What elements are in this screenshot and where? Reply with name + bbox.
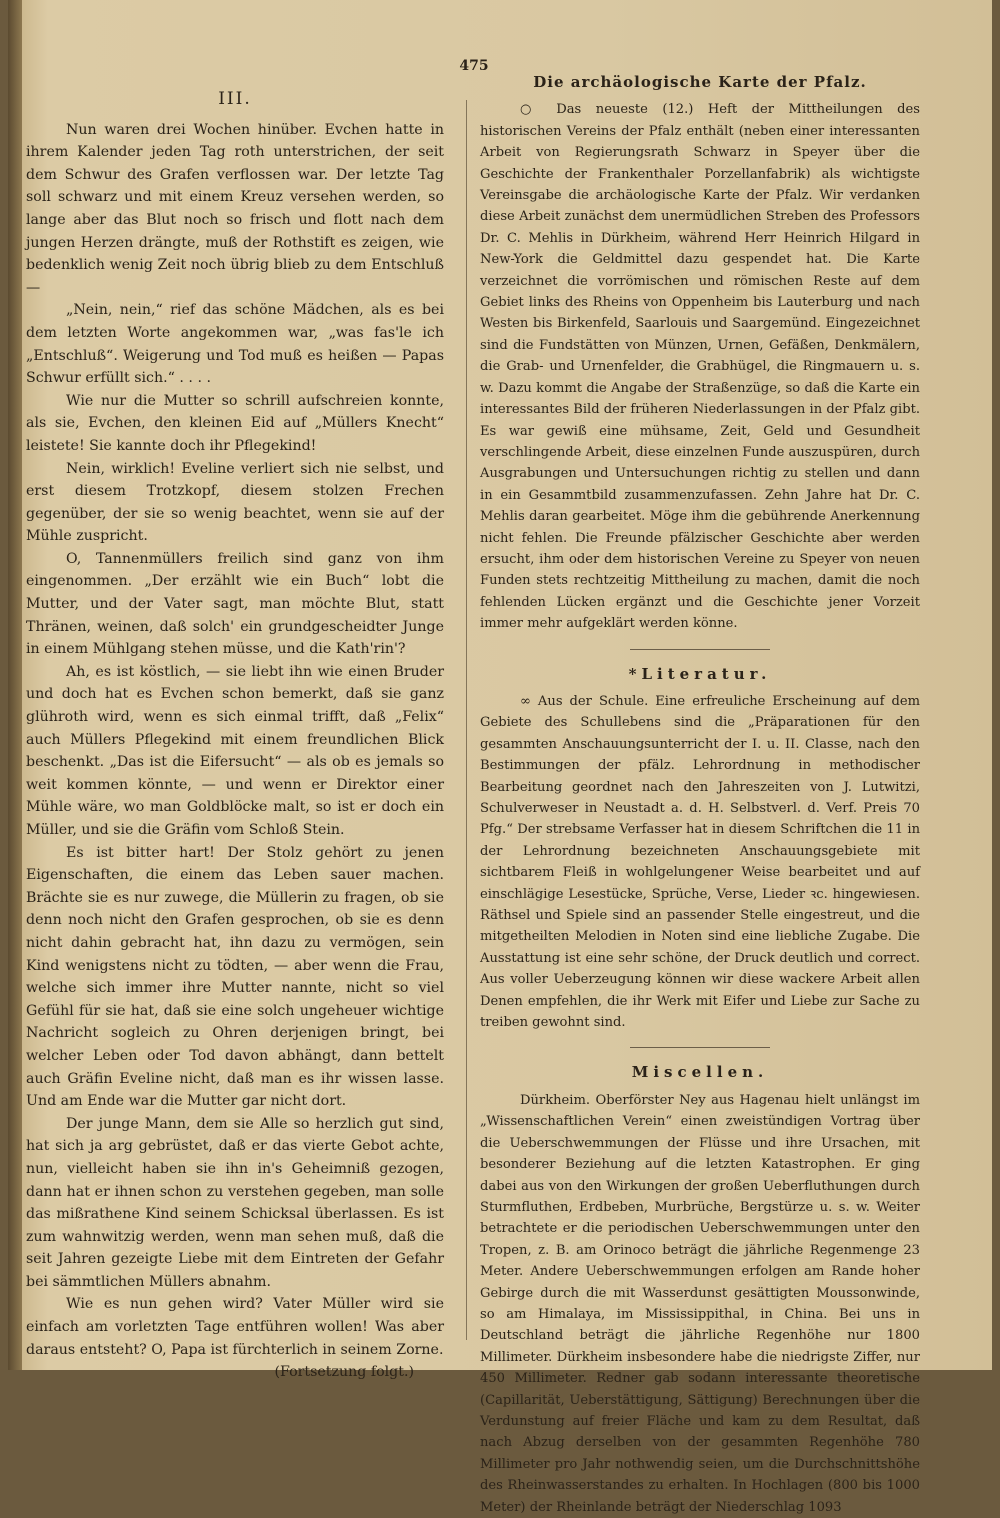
article-paragraph: Dürkheim. Oberförster Ney aus Hagenau hielt unlängst im „Wissenschaftlichen Verein“ einen zweistündigen Vortrag über die Ueberschwemmungen der Flüsse und ihre Ursachen, mit besonderer Beziehung auf die letzten Katastrophen. Er ging dabei aus von den Wirkungen der großen Ueberfluthungen durch Sturmfluthen, Erdbeben, Murbrüche, Bergstürze u. s. w. Weiter betrachtete er die periodischen Ueberschwemmungen unter den Tropen, z. B. am Orinoco beträgt die jährliche Regenmenge 23 Meter. Andere Ueberschwemmungen erfolgen am Rande hoher Gebirge durch die mit Wasserdunst gesättigten Moussonwinde, so am Himalaya, im Mississippithal, in China. Bei uns in Deutschland beträgt die jährliche Regenhöhe nur 1800 Millimeter. Dürkheim insbesondere habe die niedrigste Ziffer, nur 450 Millimeter. Redner gab sodann interessante theoretische (Capillarität, Ueberstättigung, Sättigung) Berechnungen über die Verdunstung auf freier Fläche und kam zu dem Resultat, daß nach Abzug derselben von der gesammten Regenhöhe 780 Millimeter pro Jahr nothwendig seien, um die Durchschnittshöhe des Rheinwasserstandes zu erhalten. In Hochlagen (800 bis 1000 Meter) der Rheinlande beträgt der Niederschlag 1093 <box>480 1092 920 1515</box>
newspaper-page <box>8 0 992 1515</box>
chapter-heading: III. <box>218 89 252 109</box>
article-paragraph: ○ Das neueste (12.) Heft der Mittheilungen des historischen Vereins der Pfalz enthält (neben einer interessanten Arbeit von Regierungsrath Schwarz in Speyer über die Geschichte der Frankenthaler Porzellanfabrik) als wichtigste Vereinsgabe die archäologische Karte der Pfalz. Wir verdanken diese Arbeit zunächst dem unermüdlichen Streben des Professors Dr. C. Mehlis in Dürkheim, während Herr Heinrich Hilgard in New-York die Geldmittel dazu gespendet hat. Die Karte verzeichnet die vorrömischen und römischen Reste auf dem Gebiet links des Rheins von Oppenheim bis Lauterburg und nach Westen bis Birkenfeld, Saarlouis und Saargemünd. Eingezeichnet sind die Fundstätten von Münzen, Urnen, Gefäßen, Denkmälern, die Grab- und Urnenfelder, die Grabhügel, die Ringmauern u. s. w. Dazu kommt die Angabe der Straßenzüge, so daß die Karte ein interessantes Bild der früheren Niederlassungen in der Pfalz gibt. Es war gewiß eine mühsame, Zeit, Geld und Gesundheit verschlingende Arbeit, diese einzelnen Funde auszuspüren, durch Ausgrabungen und Untersuchungen richtig zu stellen und dann in ein Gesammtbild zusammenzufassen. Zehn Jahre hat Dr. C. Mehlis daran gearbeitet. Möge ihm die gebührende Anerkennung nicht fehlen. Die Freunde pfälzischer Geschichte aber werden ersucht, ihm oder dem historischen Vereine zu Speyer von neuen Funden stets rechtzeitig Mittheilung zu machen, damit die noch fehlenden Lücken ergänzt und die Geschichte jener Vorzeit immer mehr aufgeklärt werden könne. <box>480 102 920 632</box>
story-paragraph: Nun waren drei Wochen hinüber. Evchen hatte in ihrem Kalender jeden Tag roth unterstrichen, der seit dem Schwur des Grafen verflossen war. Der letzte Tag soll schwarz und mit einem Kreuz versehen werden, so lange aber das Blut noch so frisch und flott nach dem jungen Herzen drängte, muß der Rothstift es zeigen, wie bedenklich wenig Zeit noch übrig blieb zu dem Entschluß — <box>26 121 444 296</box>
story-paragraph: „Nein, nein,“ rief das schöne Mädchen, als es bei dem letzten Worte angekommen war, „was fas'le ich „Entschluß“. Weigerung und Tod muß es heißen — Papas Schwur erfüllt sich.“ . . . . <box>26 302 444 387</box>
story-paragraph: Wie es nun gehen wird? Vater Müller wird sie einfach am vorletzten Tage entführen wollen! Was aber daraus entsteht? O, Papa ist fürchterlich in seinem Zorne. <box>26 1296 444 1358</box>
left-column <box>26 86 444 1384</box>
story-paragraph: Es ist bitter hart! Der Stolz gehört zu jenen Eigenschaften, die einem das Leben sauer machen. Brächte sie es nur zuwege, die Müllerin zu fragen, ob sie denn noch nicht den Grafen gesprochen, ob sie es denn nicht dahin gebracht hat, ihn dazu zu vermögen, sein Kind wenigstens nicht zu tödten, — aber wenn die Frau, welche sich immer ihre Mutter nannte, nicht so viel Gefühl für sie hat, daß sie eine solch ungeheuer wichtige Nachricht sogleich zu Ohren derjenigen bringt, bei welcher Leben oder Tod davon abhängt, dann bettelt auch Gräfin Eveline nicht, daß man es ihr wissen lasse. Und am Ende war die Mutter gar nicht dort. <box>26 844 444 1110</box>
page-number: 475 <box>459 58 489 74</box>
section-title-literatur: *Literatur. <box>628 664 772 683</box>
story-paragraph: Wie nur die Mutter so schrill aufschreien konnte, als sie, Evchen, den kleinen Eid auf „Müllers Knecht“ leistete! Sie kannte doch ihr Pflegekind! <box>26 392 444 454</box>
story-paragraph: Ah, es ist köstlich, — sie liebt ihn wie einen Bruder und doch hat es Evchen schon bemerkt, daß sie ganz glühroth wird, wenn es sich einmal trifft, daß „Felix“ auch Müllers Pflegekind mit einem freundlichen Blick beschenkt. „Das ist die Eifersucht“ — als ob es jemals so weit kommen könnte, — und wenn er Direktor einer Mühle wäre, wo man Goldblöcke malt, so ist er doch ein Müller, und sie die Gräfin vom Schloß Stein. <box>26 663 444 838</box>
article-paragraph: ∞ Aus der Schule. Eine erfreuliche Erscheinung auf dem Gebiete des Schullebens sind die „Präparationen für den gesammten Anschauungsunterricht der I. u. II. Classe, nach den Bestimmungen der pfälz. Lehrordnung in methodischer Bearbeitung geordnet nach den Jahreszeiten von J. Lutwitzi, Schulverweser in Neustadt a. d. H. Selbstverl. d. Verf. Preis 70 Pfg.“ Der strebsame Verfasser hat in diesem Schriftchen die 11 in der Lehrordnung bezeichneten Anschauungsgebiete mit sichtbarem Fleiß in wohlgelungener Weise bearbeitet und auf einschlägige Lesestücke, Sprüche, Verse, Lieder ꝛc. hingewiesen. Räthsel und Spiele sind an passender Stelle eingestreut, und die mitgetheilten Melodien in Noten sind eine liebliche Zugabe. Die Ausstattung ist eine sehr schöne, der Druck deutlich und correct. Aus voller Ueberzeugung können wir diese wackere Arbeit allen Denen empfehlen, die ihr Werk mit Eifer und Liebe zur Sache zu treiben gewohnt sind. <box>480 693 920 1031</box>
continuation-note: (Fortsetzung folgt.) <box>274 1364 414 1381</box>
story-paragraph: Der junge Mann, dem sie Alle so herzlich gut sind, hat sich ja arg gebrüstet, daß er das vierte Gebot achte, nun, vielleicht haben sie ihn in's Geheimniß gezogen, dann hat er ihnen schon zu verstehen gegeben, man solle das mißrathene Kind seinem Schicksal überlassen. Es ist zum wahnwitzig werden, wenn man sehen muß, daß die seit Jahren gezeigte Liebe mit dem Eintreten der Gefahr bei sämmtlichen Müllers abnahm. <box>26 1115 444 1290</box>
section-rule <box>630 649 770 650</box>
story-paragraph: O, Tannenmüllers freilich sind ganz von ihm eingenommen. „Der erzählt wie ein Buch“ lobt die Mutter, und der Vater sagt, man möchte Blut, statt Thränen, weinen, daß solch' ein grundgescheidter Junge in einem Mühlgang stehen müsse, und die Kath'rin'? <box>26 550 444 658</box>
right-column <box>480 72 920 1518</box>
article-title-archaeology: Die archäologische Karte der Pfalz. <box>533 73 867 91</box>
story-paragraph: Nein, wirklich! Eveline verliert sich nie selbst, und erst diesem Trotzkopf, diesem stolzen Frechen gegenüber, der sie so wenig beachtet, wenn sie auf der Mühle zuspricht. <box>26 460 444 545</box>
column-divider <box>466 100 467 1340</box>
section-title-miscellen: Miscellen. <box>631 1063 769 1082</box>
page-binding-edge <box>8 0 22 1370</box>
section-rule <box>630 1047 770 1048</box>
